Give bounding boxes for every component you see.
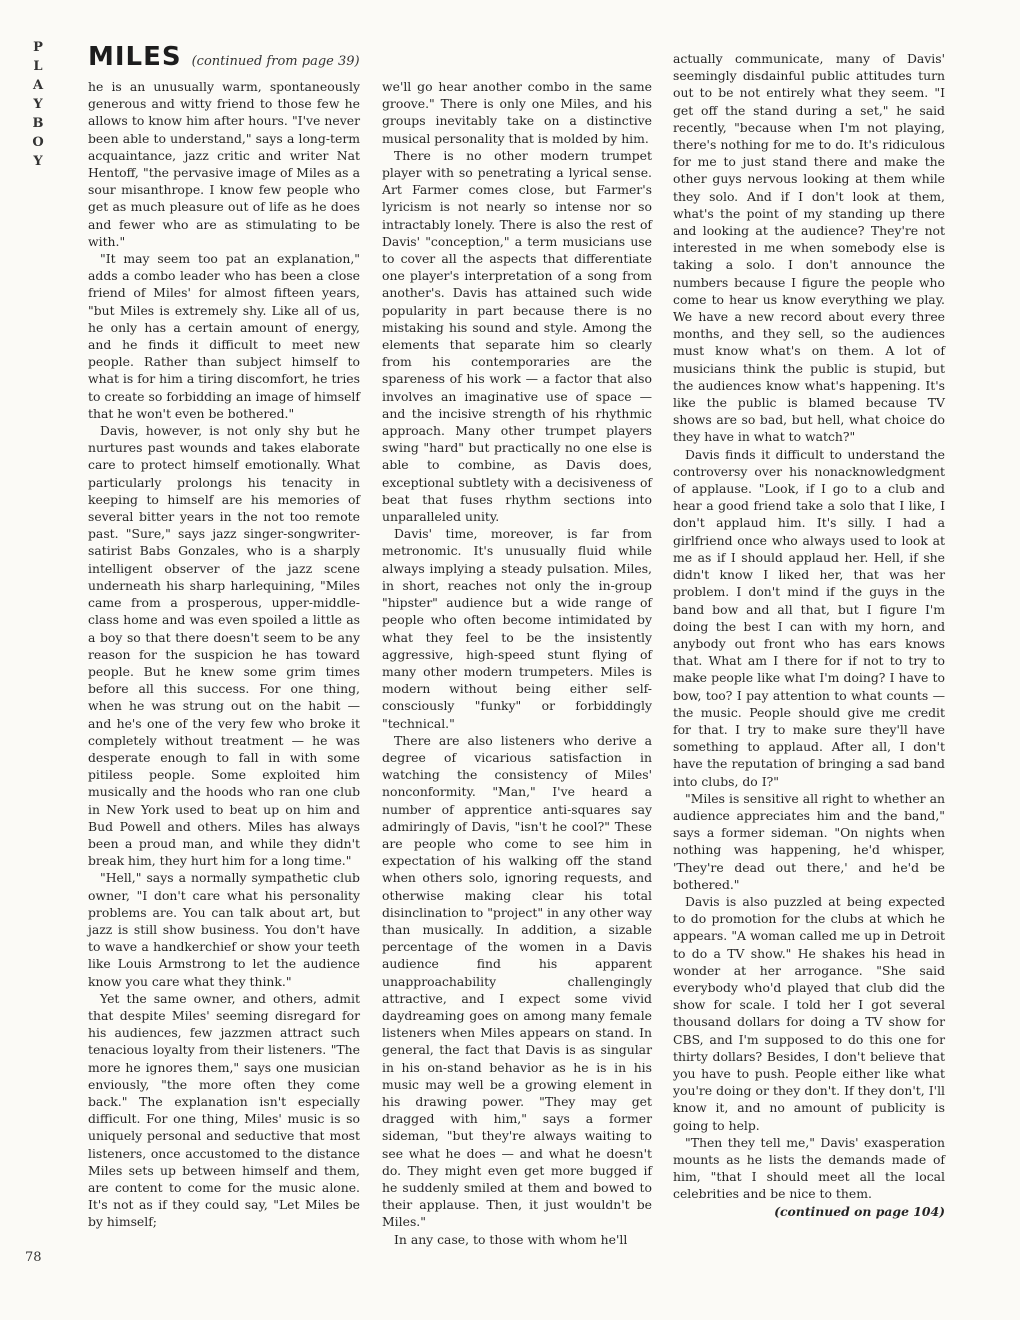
continued-from-note: (continued from page 39) <box>191 54 360 69</box>
brand-letter: B <box>32 116 44 131</box>
brand-letter: Y <box>33 154 43 169</box>
article-title: MILES <box>88 42 182 72</box>
paragraph: "Hell," says a normally sympathetic club owner, "I don't care what his personality problems are. You can talk about art, but jazz is still show business. You don't have to wave a handkerchief or show your teeth like Louis Armstrong to let the audience know you care what they think." <box>88 870 360 989</box>
paragraph: "Then they tell me," Davis' exasperation mounts as he lists the demands made of him, "that I should meet all the local celebrities and be nice to them. <box>673 1134 945 1202</box>
text-column-3 <box>673 50 945 1220</box>
paragraph: "It may seem too pat an explanation," adds a combo leader who has been a close friend of Miles' for almost fifteen years, "but Miles is extremely shy. Like all of us, he only has a certain amount of energy, and he finds it difficult to meet new people. Rather than subject himself to what is for him a tiring discomfort, he tries to create so forbidding an image of himself that he won't even be bothered." <box>88 251 360 421</box>
brand-letter: L <box>33 59 43 74</box>
page-number: 78 <box>25 1250 42 1265</box>
brand-letter: Y <box>33 97 43 112</box>
paragraph: There is no other modern trumpet player with so penetrating a lyrical sense. Art Farmer comes close, but Farmer's lyricism is not nearly so intense nor so intractably lonely. There is also the rest of Davis' "conception," a term musicians use to cover all the aspects that differentiate one player's interpretation of a song from another's. Davis has attained such wide popularity in part because there is no mistaking his sound and style. Among the elements that separate him so clearly from his contemporaries are the spareness of his work — a factor that also involves an imaginative use of space — and the incisive strength of his rhythmic approach. Many other trumpet players swing "hard" but practically no one else is able to combine, as Davis does, exceptional subtlety with a decisiveness of beat that fuses rhythm sections into unparalleled unity. <box>382 147 652 525</box>
paragraph: Yet the same owner, and others, admit that despite Miles' seeming disregard for his audiences, few jazzmen attract such tenacious loyalty from their listeners. "The more he ignores them," says one musician enviously, "the more often they come back." The explanation isn't especially difficult. For one thing, Miles' music is so uniquely personal and seductive that most listeners, once accustomed to the distance Miles sets up between himself and them, are content to come for the music alone. It's not as if they could say, "Let Miles be by himself; <box>88 990 360 1230</box>
paragraph: In any case, to those with whom he'll <box>394 1231 628 1247</box>
article-headline <box>88 42 360 76</box>
paragraph: Davis finds it difficult to understand the controversy over his nonacknowledgment of applause. "Look, if I go to a club and hear a good friend take a solo that I like, I don't applaud him. It's silly. I had a girlfriend once who always used to look at me as if I should applaud her. Hell, if she didn't know I liked her, that was her problem. I don't mind if the guys in the band bow and all that, but I figure I'm doing the best I can with my horn, and anybody out front who has ears knows that. What am I there for if not to try to make people like what I'm doing? I have to bow, too? I pay attention to what counts — the music. People should give me credit for that. I try to make sure they'll have something to applaud. After all, I don't have the reputation of bringing a sad band into clubs, do I?" <box>673 446 945 789</box>
brand-letter: O <box>32 135 44 150</box>
text-column-2 <box>382 78 652 1248</box>
magazine-sidebar-brand <box>25 38 51 171</box>
paragraph: Davis' time, moreover, is far from metronomic. It's unusually fluid while always implying a steady pulsation. Miles, in short, reaches not only the in-group "hipster" audience but a wide range of people who often become intimidated by what they feel to be the insistently aggressive, high-speed stunt flying of many other modern trumpeters. Miles is modern without being either self-consciously "funky" or forbiddingly "technical." <box>382 526 652 731</box>
paragraph: actually communicate, many of Davis' seemingly disdainful public attitudes turn out to be not entirely what they seem. "I get off the stand during a set," he said recently, "because when I'm not playing, there's nothing for me to do. It's ridiculous for me to just stand there and make the other guys nervous looking at them while they solo. And if I don't look at them, what's the point of my standing up there and looking at the audience? They're not interested in me when somebody else is taking a solo. I don't announce the numbers because I figure the people who come to hear us know everything we play. We have a new record about every three months, and they sell, so the audiences must know what's on them. A lot of musicians think the public is stupid, but the audiences know what's happening. It's like the public is blamed because TV shows are so bad, but hell, what choice do they have in what to watch?" <box>673 51 945 445</box>
paragraph: "Miles is sensitive all right to whether an audience appreciates him and the band," says a former sideman. "On nights when nothing was happening, he'd whisper, 'They're dead out there,' and he'd be bothered." <box>673 790 945 892</box>
paragraph: Davis is also puzzled at being expected to do promotion for the clubs at which he appears. "A woman called me up in Detroit to do a TV show." He shakes his head in wonder at her arrogance. "She said everybody who'd played that club did the show for scale. I told her I got several thousand dollars for doing a TV show for CBS, and I'm supposed to do this one for thirty dollars? Besides, I don't believe that you have to push. People either like what you're doing or they don't. If they don't, I'll know it, and no amount of publicity is going to help. <box>673 893 945 1133</box>
brand-letter: P <box>33 40 43 55</box>
paragraph: Davis, however, is not only shy but he nurtures past wounds and takes elaborate care to protect himself emotionally. What particularly prolongs his tenacity in keeping to himself are his memories of several bitter years in the not too remote past. "Sure," says jazz singer-songwriter-satirist Babs Gonzales, who is a sharply intelligent observer of the jazz scene underneath his sharp harlequining, "Miles came from a prosperous, upper-middle-class home and was even spoiled a little as a boy so that there doesn't seem to be any reason for the suspicion he has toward people. But he knew some grim times before all this success. For one thing, when he was strung out on the habit — and he's one of the very few who broke it completely without treatment — he was desperate enough to fall in with some pitiless people. Some exploited him musically and the hoods who ran one club in New York used to beat up on him and Bud Powell and others. Miles has always been a proud man, and while they didn't break him, they hurt him for a long time." <box>88 423 360 869</box>
continued-on-note: (continued on page 104) <box>774 1203 945 1219</box>
paragraph: we'll go hear another combo in the same groove." There is only one Miles, and his groups inevitably take on a distinctive musical personality that is molded by him. <box>382 79 652 146</box>
brand-letter: A <box>32 78 44 93</box>
paragraph: There are also listeners who derive a degree of vicarious satisfaction in watching the consistency of Miles' nonconformity. "Man," I've heard a number of apprentice anti-squares say admiringly of Davis, "isn't he cool?" These are people who come to see him in expectation of his walking off the stand when others solo, ignoring requests, and otherwise making clear his total disinclination to "project" in any other way than musically. In addition, a sizable percentage of the women in a Davis audience find his apparent unapproachability challengingly attractive, and I expect some vivid daydreaming goes on among many female listeners when Miles appears on stand. In general, the fact that Davis is as singular in his on-stand behavior as he is in his music may well be a growing element in his drawing power. "They may get dragged with him," says a former sideman, "but they're always waiting to see what he does — and what he doesn't do. They might even get more bugged if he suddenly smiled at them and bowed to their applause. Then, it just wouldn't be Miles." <box>382 732 652 1230</box>
paragraph: he is an unusually warm, spontaneously generous and witty friend to those few he allows to know him after hours. "I've never been able to understand," says a long-term acquaintance, jazz critic and writer Nat Hentoff, "the pervasive image of Miles as a sour misanthrope. I know few people who get as much pleasure out of life as he does and fewer who are as stimulating to be with." <box>88 79 360 249</box>
text-column-1 <box>88 78 360 1231</box>
